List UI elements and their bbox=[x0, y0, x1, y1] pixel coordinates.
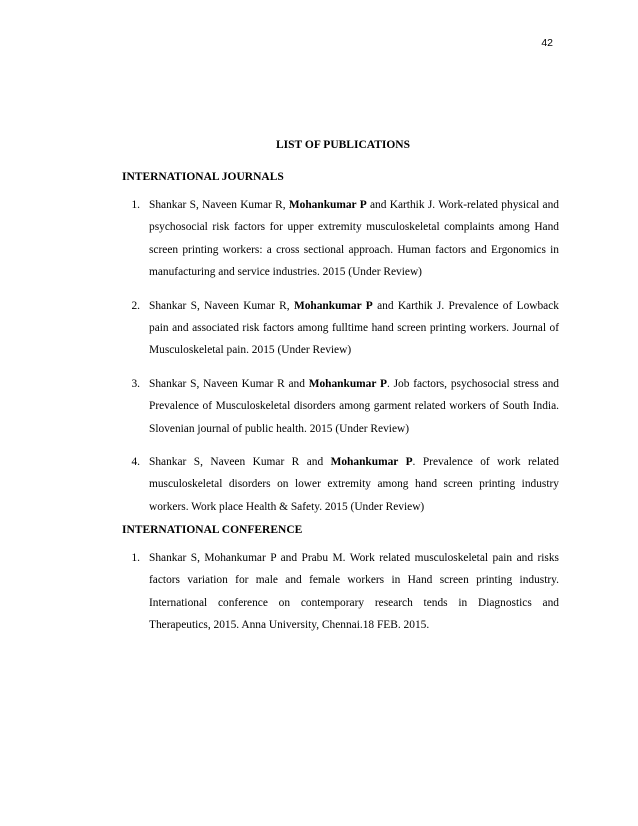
item-text-before: Shankar S, Naveen Kumar R and bbox=[149, 456, 331, 469]
item-number: 4. bbox=[131, 456, 140, 469]
item-text-before: Shankar S, Naveen Kumar R, bbox=[149, 299, 294, 312]
item-text-before: Shankar S, Naveen Kumar R, bbox=[149, 199, 289, 211]
item-text-after: and Karthik J. Prevalence of Lowback pain and associated risk factors among fulltime hand screen printing workers. Journal of Musculoskeletal pain. 2015 (Under Review) bbox=[149, 299, 559, 357]
list-item bbox=[122, 373, 559, 440]
item-text-before: Shankar S, Naveen Kumar R and bbox=[149, 377, 309, 390]
highlighted-author: Mohankumar P bbox=[308, 377, 387, 390]
page-title: LIST OF PUBLICATIONS bbox=[276, 139, 410, 151]
highlighted-author: Mohankumar P bbox=[330, 456, 413, 469]
list-item bbox=[122, 547, 559, 637]
conference-list bbox=[122, 547, 559, 637]
highlighted-author: Mohankumar P bbox=[293, 299, 373, 312]
section-heading-conference: INTERNATIONAL CONFERENCE bbox=[122, 524, 303, 536]
item-text-after: . Job factors, psychosocial stress and Prevalence of Musculoskeletal disorders among garment related workers of South India. Slovenian journal of public health. 2015 (Under Review) bbox=[149, 377, 559, 435]
section-heading-journals: INTERNATIONAL JOURNALS bbox=[122, 171, 284, 183]
highlighted-author: Mohankumar P bbox=[288, 199, 367, 211]
list-item bbox=[122, 451, 559, 518]
item-text-after: . Prevalence of work related musculoskeletal disorders on lower extremity among hand screen printing industry workers. Work place Health & Safety. 2015 (Under Review) bbox=[149, 456, 559, 513]
list-item bbox=[122, 295, 559, 362]
page-number: 42 bbox=[541, 37, 553, 49]
item-number: 3. bbox=[131, 377, 140, 390]
item-text: Shankar S, Mohankumar P and Prabu M. Work related musculoskeletal pain and risks factors variation for male and female workers in Hand screen printing industry. International conference on contemporary research tends in Diagnostics and Therapeutics, 2015. Anna University, Chennai.18 FEB. 2015. bbox=[149, 552, 559, 632]
list-item bbox=[122, 194, 559, 284]
item-text-after: and Karthik J. Work-related physical and psychosocial risk factors for upper extremity musculoskeletal complaints among Hand screen printing workers: a cross sectional approach. Human factors and Ergonomics in manufacturing and service industries. 2015 (Under Review) bbox=[149, 199, 560, 279]
item-number: 1. bbox=[131, 199, 140, 211]
item-number: 1. bbox=[131, 552, 140, 564]
journal-list bbox=[122, 194, 559, 529]
item-number: 2. bbox=[131, 299, 140, 312]
